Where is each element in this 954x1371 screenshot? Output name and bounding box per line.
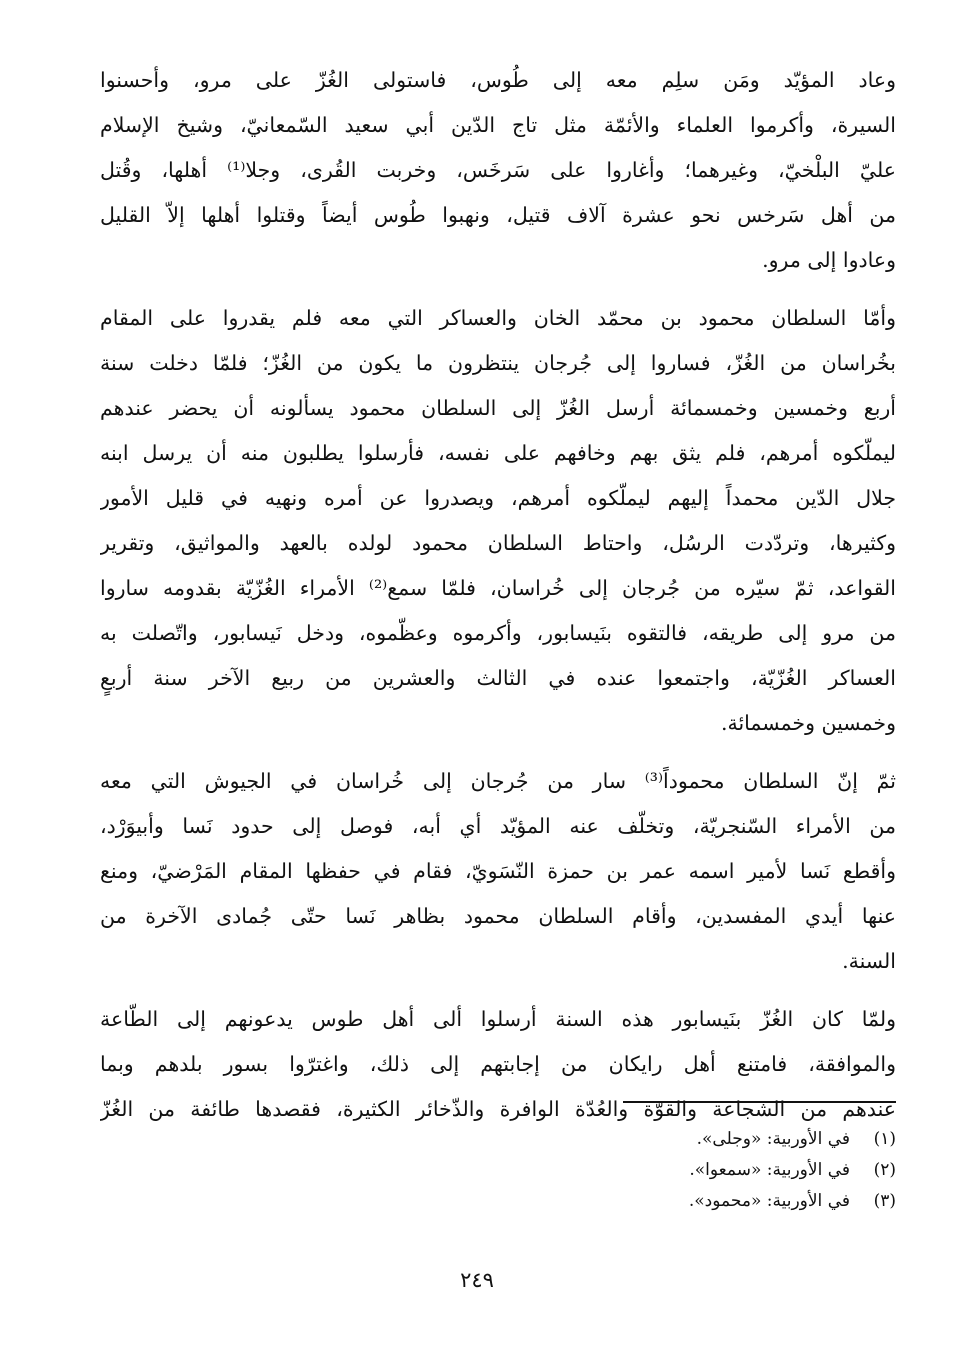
text-line: عندهم من الشجاعة والقوّة والعُدّة الوافرة والذّخائر الكثيرة، فقصدها طائفة من الغُزّ: [100, 1097, 896, 1121]
text-line: ليملّكوه أمرهم، فلم يثق بهم وخافهم على نفسه، فأرسلوا يطلبون منه أن يرسل ابنه: [100, 441, 896, 465]
footnote-text: في الأوربية: «وجلى».: [696, 1129, 850, 1149]
footnote: [500, 1186, 896, 1217]
text-line: من الأمراء السّنجريّة، وتخلّف عنه المؤيّد أي أبه، فوصل إلى حدود نَسا وأبيوَرْد،: [100, 814, 896, 838]
text-line: وكثيرها، وتردّدت الرسُل، واحتاط السلطان محمود لولده بالعهد والمواثيق، وتقرير: [100, 531, 896, 555]
body-text: [100, 58, 896, 1145]
text-line: أربع وخمسين وخمسمائة أرسل الغُزّ إلى السلطان محمود يسألونه أن يحضر عندهم: [100, 396, 896, 420]
text-line: ولمّا كان الغُزّ بنَيسابور هذه السنة أرسلوا ألى أهل طوس يدعونهم إلى الطّاعة: [100, 1007, 896, 1031]
text-line: من مرو إلى طريقه، فالتقوه بنَيسابور، وأكرموه وعظّموه، ودخل نَيسابور، واتّصلت به: [100, 621, 896, 645]
text-line: السيرة، وأكرموا العلماء والأئمّة مثل تاج الدّين أبي سعيد السّمعانيّ، وشيخ الإسلام: [100, 113, 896, 137]
text-line: وعادوا إلى مرو.: [762, 248, 896, 272]
footnote: [500, 1155, 896, 1186]
text-line: عليّ البلْخيّ، وغيرهما؛ وأغاروا على سَرخَس، وخربت القُرى، وجلا⁽¹⁾ أهلها، وقُتل: [100, 158, 896, 182]
footnote-number: (١): [873, 1129, 896, 1149]
paragraph: [100, 296, 896, 746]
page-number: ٢٤٩: [460, 1268, 494, 1292]
paragraph: [100, 997, 896, 1132]
text-line: القواعد، ثمّ سيّره من جُرجان إلى خُراسان، فلمّا سمع⁽²⁾ الأمراء الغُزّيّة بقدومه ساروا: [100, 576, 896, 600]
text-line: وخمسين وخمسمائة.: [720, 711, 896, 735]
text-line: جلال الدّين محمداً إليهم ليملّكوه أمرهم، ويصدروا عن أمره ونهيه في قليل الأمور: [100, 486, 896, 510]
text-line: وأقطع نَسا لأمير اسمه عمر بن حمزة النّسَويّ، فقام في حفظها المقام المَرْضيّ، ومنع: [100, 859, 896, 883]
text-line: بخُراسان من الغُزّ، فساروا إلى جُرجان ينتظرون ما يكون من الغُزّ؛ فلمّا دخلت سنة: [100, 351, 896, 375]
footnote-divider: [623, 1101, 896, 1103]
footnote-text: في الأوربية: «سمعوا».: [689, 1160, 850, 1180]
text-line: وعاد المؤيّد ومَن سلِم معه إلى طُوس، فاستولى الغُزّ على مرو، وأحسنوا: [100, 68, 896, 92]
text-line: السنة.: [842, 949, 896, 973]
footnote-number: (٣): [873, 1191, 896, 1211]
text-line: من أهل سَرخس نحو عشرة آلاف قتيل، ونهبوا طُوس أيضاً وقتلوا أهلها إلاّ القليل: [100, 203, 896, 227]
paragraph: [100, 759, 896, 984]
text-line: ثمّ إنّ السلطان محموداً⁽³⁾ سار من جُرجان إلى خُراسان في الجيوش التي معه: [100, 769, 896, 793]
text-line: وأمّا السلطان محمود بن محمّد الخان والعساكر التي معه فلم يقدروا على المقام: [100, 306, 896, 330]
footnote: [500, 1124, 896, 1155]
footnote-number: (٢): [873, 1160, 896, 1180]
footnotes: [500, 1124, 896, 1217]
text-line: عنها أيدي المفسدين، وأقام السلطان محمود بظاهر نَسا حتّى جُمادى الآخرة من: [100, 904, 896, 928]
text-line: والموافقة، فامتنع أهل رايكان من إجابتهم إلى ذلك، واغترّوا بسور بلدهم وبما: [100, 1052, 896, 1076]
text-line: العساكر الغُزّيّة، واجتمعوا عنده في الثالث والعشرين من ربيع الآخر سنة أربعٍ: [100, 666, 896, 690]
paragraph: [100, 58, 896, 283]
footnote-text: في الأوربية: «محمود».: [688, 1191, 850, 1211]
